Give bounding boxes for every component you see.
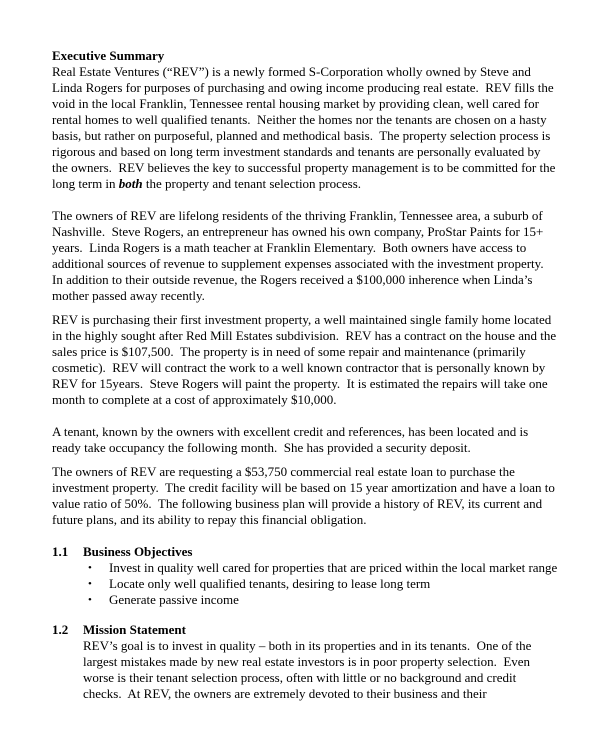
paragraph-line: rental homes to well qualified tenants. Neither the homes nor the tenants are chosen on a hasty bbox=[52, 112, 547, 127]
paragraph-line: mother passed away recently. bbox=[52, 288, 205, 303]
paragraph-line: value ratio of 50%. The following business plan will provide a history of REV, its current and bbox=[52, 496, 543, 511]
paragraph-line: The owners of REV are requesting a $53,750 commercial real estate loan to purchase the bbox=[52, 464, 515, 479]
paragraph-line: cosmetic). REV will contract the work to a well known contractor that is personally known by bbox=[52, 360, 546, 375]
paragraph-line: A tenant, known by the owners with excellent credit and references, has been located and is bbox=[52, 424, 529, 439]
paragraph-line: Real Estate Ventures (“REV”) is a newly formed S-Corporation wholly owned by Steve and bbox=[52, 64, 531, 79]
paragraph-line: the owners. REV believes the key to successful property management is to be committed for the bbox=[52, 160, 556, 175]
paragraph-line: Nashville. Steve Rogers, an entrepreneur has owned his own company, ProStar Paints for 15+ bbox=[52, 224, 544, 239]
paragraph-line: REV is purchasing their first investment property, a well maintained single family home located bbox=[52, 312, 552, 327]
paragraph-line: largest mistakes made by new real estate investors is in poor property selection. Even bbox=[83, 654, 531, 669]
text-run: the property and tenant selection process. bbox=[142, 176, 362, 191]
paragraph-line: Linda Rogers for purposes of purchasing and owing income producing real estate. REV fills the bbox=[52, 80, 554, 95]
paragraph-line: investment property. The credit facility will be based on 15 year amortization and have a loan to bbox=[52, 480, 555, 495]
bullet-icon: • bbox=[88, 562, 92, 574]
paragraph-line: REV’s goal is to invest in quality – both in its properties and in its tenants. One of the bbox=[83, 638, 532, 653]
paragraph-line: sales price is $107,500. The property is in need of some repair and maintenance (primarily bbox=[52, 344, 526, 359]
text-run: long term in bbox=[52, 176, 119, 191]
paragraph-line: years. Linda Rogers is a math teacher at Franklin Elementary. Both owners have access to bbox=[52, 240, 527, 255]
paragraph-line: In addition to their outside revenue, the Rogers received a $100,000 inherence when Linda’s bbox=[52, 272, 533, 287]
emphasis-text: both bbox=[118, 176, 143, 191]
paragraph-line: month to complete at a cost of approximately $10,000. bbox=[52, 392, 337, 407]
paragraph-line: void in the local Franklin, Tennessee rental housing market by providing clean, well cared for bbox=[52, 96, 539, 111]
bullet-icon: • bbox=[88, 594, 92, 606]
page-title: Executive Summary bbox=[52, 48, 165, 63]
section-number: 1.1 bbox=[52, 544, 69, 559]
paragraph-line: in the highly sought after Red Mill Estates subdivision. REV has a contract on the house and the bbox=[52, 328, 557, 343]
paragraph-line: checks. At REV, the owners are extremely devoted to their business and their bbox=[83, 686, 487, 701]
paragraph-line: worse is their tenant selection process, often with little or no background and credit bbox=[83, 670, 517, 685]
paragraph-line: additional sources of revenue to supplement expenses associated with the investment property. bbox=[52, 256, 544, 271]
section-title: Mission Statement bbox=[83, 622, 186, 637]
paragraph-line: future plans, and its ability to repay this financial obligation. bbox=[52, 512, 367, 527]
section-title: Business Objectives bbox=[83, 544, 193, 559]
paragraph-line: basis, but rather on purposeful, planned and methodical basis. The property selection process is bbox=[52, 128, 551, 143]
paragraph-line: The owners of REV are lifelong residents of the thriving Franklin, Tennessee area, a suburb of bbox=[52, 208, 543, 223]
bullet-icon: • bbox=[88, 578, 92, 590]
list-item: Generate passive income bbox=[109, 592, 239, 607]
section-number: 1.2 bbox=[52, 622, 69, 637]
paragraph-line: rigorous and based on long term investment standards and tenants are personally evaluated by bbox=[52, 144, 541, 159]
paragraph-line: REV for 15years. Steve Rogers will paint the property. It is estimated the repairs will take one bbox=[52, 376, 548, 391]
paragraph-line: ready take occupancy the following month. She has provided a security deposit. bbox=[52, 440, 471, 455]
list-item: Invest in quality well cared for properties that are priced within the local market range bbox=[109, 560, 558, 575]
list-item: Locate only well qualified tenants, desiring to lease long term bbox=[109, 576, 431, 591]
paragraph-line bbox=[52, 176, 361, 192]
